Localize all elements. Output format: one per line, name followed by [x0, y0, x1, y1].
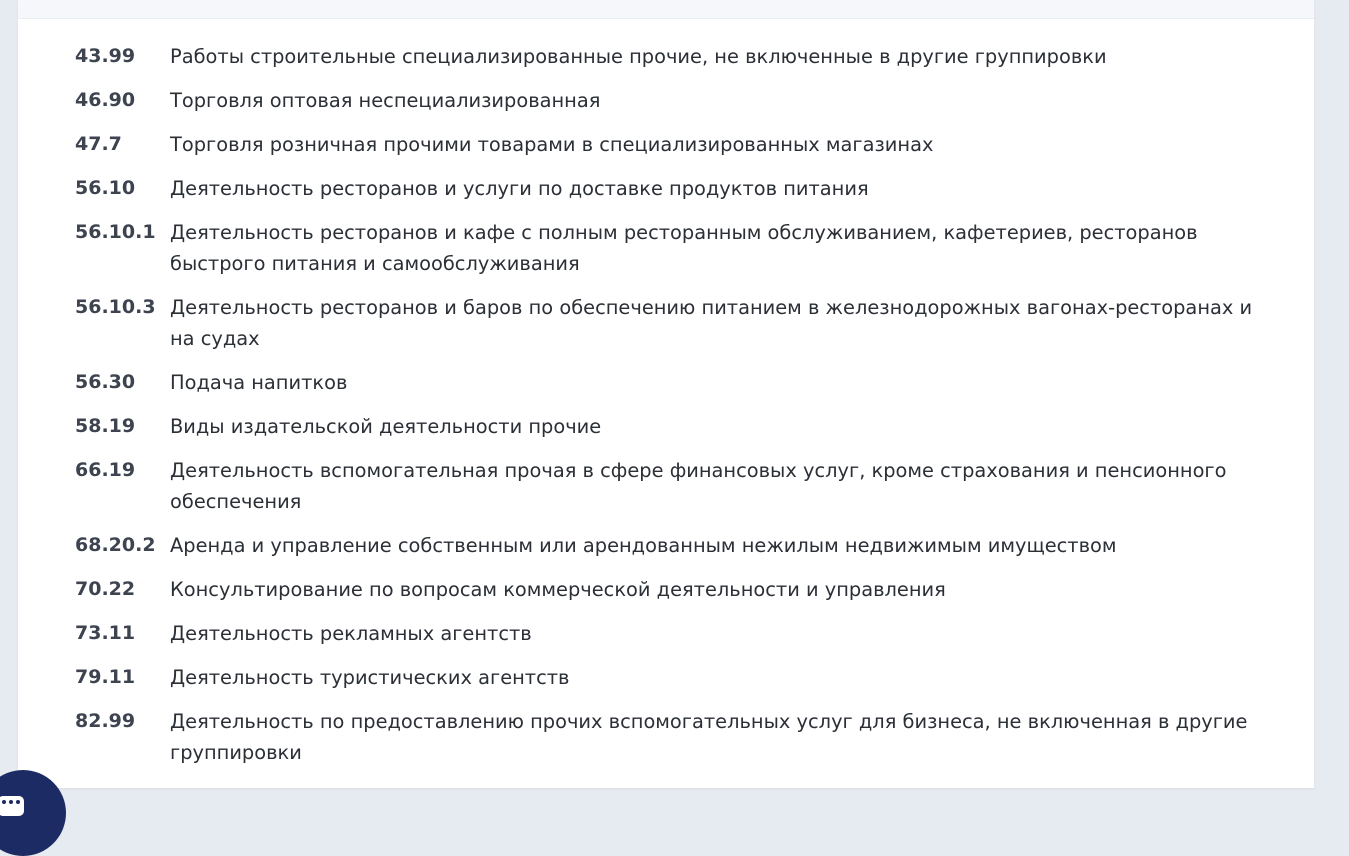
okved-code: 68.20.2 [75, 534, 156, 556]
okved-code: 56.10 [75, 177, 136, 199]
okved-code: 46.90 [75, 89, 136, 111]
okved-name: Деятельность ресторанов и услуги по доставке продуктов питания [170, 177, 869, 200]
okved-name: Деятельность ресторанов и кафе с полным ресторанным обслуживанием, кафетериев, ресторанов быстрого питания и самообслуживания [170, 221, 1198, 275]
list-item [18, 662, 1314, 693]
list-item [18, 217, 1314, 279]
list-item [18, 85, 1314, 116]
chat-dot [2, 800, 6, 804]
okved-name: Деятельность ресторанов и баров по обеспечению питанием в железнодорожных вагонах-ресторанах и на судах [170, 296, 1253, 350]
chat-dot [16, 800, 20, 804]
chat-bubble-icon [0, 796, 24, 816]
okved-name: Деятельность рекламных агентств [170, 622, 532, 645]
okved-name: Аренда и управление собственным или арендованным нежилым недвижимым имуществом [170, 534, 1117, 557]
list-item [18, 618, 1314, 649]
list-item [18, 455, 1314, 517]
okved-code: 56.30 [75, 371, 136, 393]
okved-name: Деятельность туристических агентств [170, 666, 570, 689]
list-item [18, 530, 1314, 561]
okved-code: 43.99 [75, 45, 136, 67]
list-item [18, 706, 1314, 768]
okved-card [18, 0, 1314, 788]
okved-code: 47.7 [75, 133, 122, 155]
list-item [18, 367, 1314, 398]
chat-dots [2, 800, 20, 804]
list-item [18, 41, 1314, 72]
list-item [18, 173, 1314, 204]
okved-code: 58.19 [75, 415, 136, 437]
card-header-strip [18, 0, 1314, 19]
okved-name: Консультирование по вопросам коммерческой деятельности и управления [170, 578, 946, 601]
okved-name: Торговля розничная прочими товарами в специализированных магазинах [170, 133, 934, 156]
okved-code: 56.10.3 [75, 296, 156, 318]
okved-name: Деятельность по предоставлению прочих вспомогательных услуг для бизнеса, не включенная в другие группировки [170, 710, 1248, 764]
okved-code: 82.99 [75, 710, 136, 732]
okved-list [18, 41, 1314, 781]
okved-name: Подача напитков [170, 371, 348, 394]
okved-name: Торговля оптовая неспециализированная [170, 89, 601, 112]
okved-code: 66.19 [75, 459, 136, 481]
okved-code: 73.11 [75, 622, 136, 644]
list-item [18, 574, 1314, 605]
chat-dot [9, 800, 13, 804]
okved-code: 70.22 [75, 578, 136, 600]
list-item [18, 292, 1314, 354]
okved-name: Виды издательской деятельности прочие [170, 415, 602, 438]
list-item [18, 411, 1314, 442]
okved-code: 56.10.1 [75, 221, 156, 243]
list-item [18, 129, 1314, 160]
okved-code: 79.11 [75, 666, 136, 688]
okved-name: Работы строительные специализированные прочие, не включенные в другие группировки [170, 45, 1107, 68]
okved-name: Деятельность вспомогательная прочая в сфере финансовых услуг, кроме страхования и пенсионного обеспечения [170, 459, 1227, 513]
